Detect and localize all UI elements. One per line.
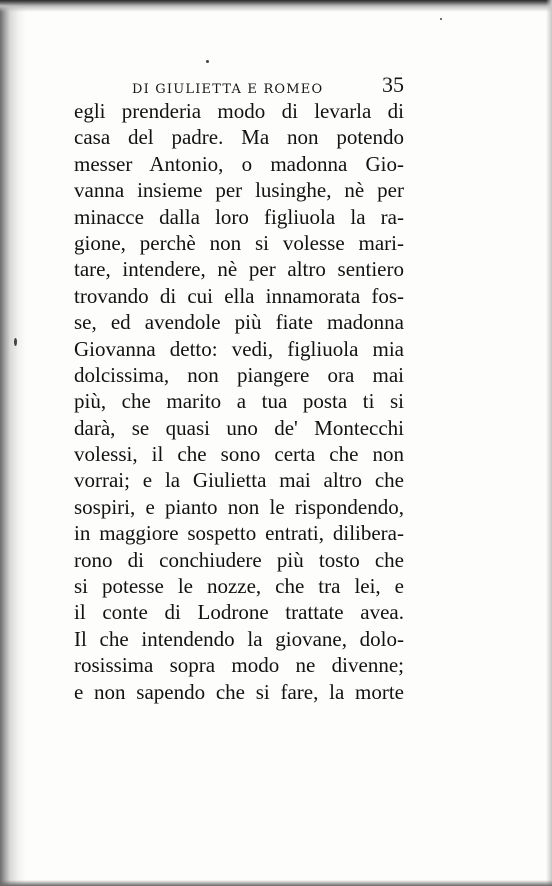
text-line: Il che intendendo la giovane, dolo- (74, 626, 404, 651)
text-line: darà, se quasi uno de' Montecchi (74, 415, 404, 440)
page-number: 35 (382, 72, 404, 97)
bottom-page-edge (0, 880, 552, 886)
text-line: tare, intendere, nè per altro sentiero (74, 257, 404, 282)
text-line: sospiri, e pianto non le rispondendo, (74, 494, 404, 519)
print-speck (206, 60, 209, 63)
binding-shadow (0, 0, 26, 886)
top-page-edge (0, 0, 552, 12)
text-line: vanna insieme per lusinghe, nè per (74, 178, 404, 203)
text-line: gione, perchè non si volesse mari- (74, 230, 404, 255)
text-line: vorrai; e la Giulietta mai altro che (74, 468, 404, 493)
print-speck (440, 18, 442, 20)
text-line: minacce dalla loro figliuola la ra- (74, 204, 404, 229)
text-line: il conte di Lodrone trattate avea. (74, 600, 404, 625)
print-speck (14, 338, 17, 346)
running-title: DI GIULIETTA E ROMEO (132, 82, 324, 97)
text-line: più, che marito a tua posta ti si (74, 389, 404, 414)
text-line: Giovanna detto: vedi, figliuola mia (74, 336, 404, 361)
text-line: volessi, il che sono certa che non (74, 442, 404, 467)
text-line: egli prenderia modo di levarla di (74, 99, 404, 123)
text-line: dolcissima, non piangere ora mai (74, 362, 404, 387)
right-page-edge (546, 0, 552, 886)
text-line: se, ed avendole più fiate madonna (74, 310, 404, 335)
body-text (74, 98, 404, 705)
text-line: in maggiore sospetto entrati, dilibera- (74, 521, 404, 546)
text-line: rono di conchiudere più tosto che (74, 547, 404, 572)
text-line: trovando di cui ella innamorata fos- (74, 283, 404, 308)
text-line: e non sapendo che si fare, la morte (74, 679, 404, 704)
text-line: si potesse le nozze, che tra lei, e (74, 574, 404, 599)
text-line: messer Antonio, o madonna Gio- (74, 151, 404, 176)
text-line: casa del padre. Ma non potendo (74, 125, 404, 150)
page-header (132, 68, 404, 98)
text-line: rosissima sopra modo ne divenne; (74, 653, 404, 678)
